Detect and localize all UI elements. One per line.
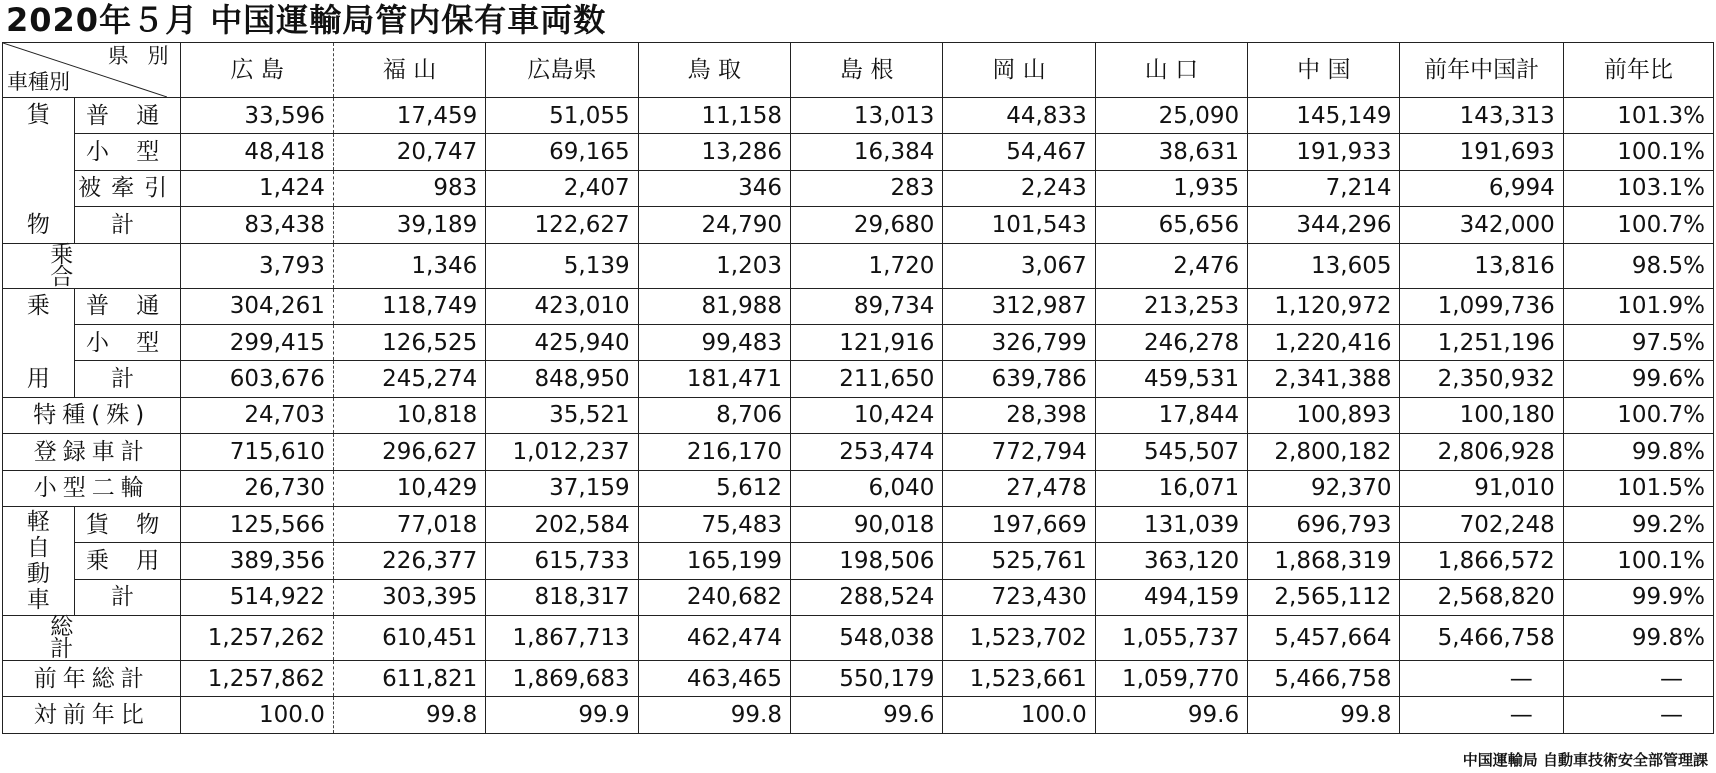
table-cell: 299,415 — [181, 324, 333, 360]
corner-top-label: 県 別 — [107, 44, 175, 68]
table-row — [3, 170, 1714, 206]
table-cell: 101.5% — [1563, 470, 1713, 506]
group-label-char: 軽 — [26, 508, 50, 535]
table-cell: 610,451 — [333, 616, 485, 661]
table-row — [3, 207, 1714, 243]
row-label: 特種(殊) — [3, 397, 181, 433]
col-header: 中 国 — [1248, 43, 1400, 98]
table-cell: 77,018 — [333, 506, 485, 542]
source-note: 中国運輸局 自動車技術安全部管理課 — [1462, 751, 1708, 769]
table-cell: 35,521 — [486, 397, 638, 433]
table-cell: 197,669 — [943, 506, 1095, 542]
table-cell: 145,149 — [1248, 98, 1400, 134]
table-cell: 48,418 — [181, 134, 333, 170]
table-row — [3, 506, 1714, 542]
table-cell: 848,950 — [486, 361, 638, 397]
table-cell: 24,703 — [181, 397, 333, 433]
table-cell: 11,158 — [638, 98, 790, 134]
table-cell: 25,090 — [1095, 98, 1247, 134]
table-cell: 165,199 — [638, 543, 790, 579]
table-cell: 211,650 — [790, 361, 942, 397]
row-label: 乗 用 — [74, 543, 181, 579]
table-cell: 550,179 — [790, 661, 942, 697]
table-cell: 1,257,262 — [181, 616, 333, 661]
table-cell: 8,706 — [638, 397, 790, 433]
table-row — [3, 98, 1714, 134]
table-cell: 6,040 — [790, 470, 942, 506]
table-cell: 69,165 — [486, 134, 638, 170]
row-label: 普 通 — [74, 98, 181, 134]
corner-bottom-label: 車種別 — [7, 70, 70, 94]
table-cell: 603,676 — [181, 361, 333, 397]
table-cell: 216,170 — [638, 434, 790, 470]
table-cell: 1,055,737 — [1095, 616, 1247, 661]
table-cell: 1,120,972 — [1248, 288, 1400, 324]
table-cell: 548,038 — [790, 616, 942, 661]
table-cell: 92,370 — [1248, 470, 1400, 506]
table-cell: 615,733 — [486, 543, 638, 579]
table-cell: 99.8% — [1563, 616, 1713, 661]
table-cell: 44,833 — [943, 98, 1095, 134]
table-cell: 100.7% — [1563, 397, 1713, 433]
table-row — [3, 324, 1714, 360]
col-header: 広 島 — [181, 43, 333, 98]
group-label-char: 自 — [26, 534, 50, 561]
group-label-char: 動 — [26, 560, 50, 587]
table-row — [3, 616, 1714, 661]
table-cell: 611,821 — [333, 661, 485, 697]
table-cell: 2,476 — [1095, 243, 1247, 288]
table-cell: 97.5% — [1563, 324, 1713, 360]
table-cell: 131,039 — [1095, 506, 1247, 542]
table-cell: 26,730 — [181, 470, 333, 506]
table-cell: 1,346 — [333, 243, 485, 288]
table-cell: 99.2% — [1563, 506, 1713, 542]
table-cell: 91,010 — [1400, 470, 1563, 506]
table-cell: 17,844 — [1095, 397, 1247, 433]
vehicle-count-table — [2, 42, 1714, 734]
table-cell: 10,424 — [790, 397, 942, 433]
table-cell: 342,000 — [1400, 207, 1563, 243]
table-cell: 90,018 — [790, 506, 942, 542]
table-cell: 99.6 — [790, 697, 942, 733]
table-cell: 1,099,736 — [1400, 288, 1563, 324]
table-cell: 65,656 — [1095, 207, 1247, 243]
table-cell: 2,565,112 — [1248, 579, 1400, 615]
row-label: 貨 物 — [74, 506, 181, 542]
table-cell: 288,524 — [790, 579, 942, 615]
col-header: 前年比 — [1563, 43, 1713, 98]
table-cell: 13,816 — [1400, 243, 1563, 288]
table-cell: 17,459 — [333, 98, 485, 134]
table-cell: 1,523,661 — [943, 661, 1095, 697]
group-label-char: 乗 — [26, 292, 50, 319]
table-cell: 1,424 — [181, 170, 333, 206]
table-cell: 99.8 — [638, 697, 790, 733]
table-cell: 1,012,237 — [486, 434, 638, 470]
table-cell: 389,356 — [181, 543, 333, 579]
table-cell: 2,568,820 — [1400, 579, 1563, 615]
table-row — [3, 243, 1714, 288]
table-cell: 100,180 — [1400, 397, 1563, 433]
table-cell: 494,159 — [1095, 579, 1247, 615]
row-label: 登録車計 — [3, 434, 181, 470]
table-cell: 639,786 — [943, 361, 1095, 397]
table-cell: 304,261 — [181, 288, 333, 324]
table-cell: 463,465 — [638, 661, 790, 697]
table-cell: 99.9 — [486, 697, 638, 733]
table-cell: 303,395 — [333, 579, 485, 615]
table-cell: 99.6 — [1095, 697, 1247, 733]
table-cell: 983 — [333, 170, 485, 206]
row-label: 乗 合 — [3, 243, 181, 288]
group-label-cargo — [3, 98, 75, 244]
table-cell: 5,612 — [638, 470, 790, 506]
table-cell: 98.5% — [1563, 243, 1713, 288]
table-cell: 1,523,702 — [943, 616, 1095, 661]
table-cell: 89,734 — [790, 288, 942, 324]
table-cell: 103.1% — [1563, 170, 1713, 206]
table-cell: 525,761 — [943, 543, 1095, 579]
table-cell: 10,818 — [333, 397, 485, 433]
table-cell: 545,507 — [1095, 434, 1247, 470]
table-cell: 462,474 — [638, 616, 790, 661]
table-cell: 13,605 — [1248, 243, 1400, 288]
table-cell: 253,474 — [790, 434, 942, 470]
table-cell: 423,010 — [486, 288, 638, 324]
table-cell: 16,384 — [790, 134, 942, 170]
table-cell: 1,203 — [638, 243, 790, 288]
table-cell: 54,467 — [943, 134, 1095, 170]
table-cell: 20,747 — [333, 134, 485, 170]
table-cell: 5,466,758 — [1248, 661, 1400, 697]
table-cell: 240,682 — [638, 579, 790, 615]
table-cell: 6,994 — [1400, 170, 1563, 206]
table-cell: 1,867,713 — [486, 616, 638, 661]
table-cell: 99.6% — [1563, 361, 1713, 397]
table-row — [3, 543, 1714, 579]
table-cell: 1,720 — [790, 243, 942, 288]
row-label: 前年総計 — [3, 661, 181, 697]
table-cell: 425,940 — [486, 324, 638, 360]
table-cell: 312,987 — [943, 288, 1095, 324]
group-label-char: 貨 — [26, 102, 50, 128]
table-cell: 202,584 — [486, 506, 638, 542]
table-cell: 75,483 — [638, 506, 790, 542]
table-cell: 213,253 — [1095, 288, 1247, 324]
table-cell: 198,506 — [790, 543, 942, 579]
col-header: 島 根 — [790, 43, 942, 98]
table-row — [3, 661, 1714, 697]
table-cell: 13,286 — [638, 134, 790, 170]
table-cell: 1,059,770 — [1095, 661, 1247, 697]
table-cell: 702,248 — [1400, 506, 1563, 542]
table-row — [3, 397, 1714, 433]
table-cell: 226,377 — [333, 543, 485, 579]
table-cell: 5,457,664 — [1248, 616, 1400, 661]
table-cell: 1,251,196 — [1400, 324, 1563, 360]
table-cell: 39,189 — [333, 207, 485, 243]
table-cell: 99,483 — [638, 324, 790, 360]
table-cell: 83,438 — [181, 207, 333, 243]
table-cell: 326,799 — [943, 324, 1095, 360]
col-header: 岡 山 — [943, 43, 1095, 98]
group-label-char: 物 — [26, 211, 50, 238]
table-cell: 5,466,758 — [1400, 616, 1563, 661]
table-cell: — — [1400, 697, 1563, 733]
table-cell: 100,893 — [1248, 397, 1400, 433]
table-cell: 100.7% — [1563, 207, 1713, 243]
row-label: 計 — [74, 207, 181, 243]
table-cell: 2,243 — [943, 170, 1095, 206]
table-cell: 24,790 — [638, 207, 790, 243]
table-cell: 1,869,683 — [486, 661, 638, 697]
table-cell: 100.0 — [181, 697, 333, 733]
table-cell: 100.1% — [1563, 543, 1713, 579]
table-cell: 2,341,388 — [1248, 361, 1400, 397]
table-cell: 723,430 — [943, 579, 1095, 615]
table-cell: 100.1% — [1563, 134, 1713, 170]
table-cell: 99.8% — [1563, 434, 1713, 470]
table-cell: 81,988 — [638, 288, 790, 324]
table-cell: 1,866,572 — [1400, 543, 1563, 579]
table-cell: 99.8 — [1248, 697, 1400, 733]
row-label: 総 計 — [3, 616, 181, 661]
table-cell: 7,214 — [1248, 170, 1400, 206]
table-cell: 191,933 — [1248, 134, 1400, 170]
table-cell: 143,313 — [1400, 98, 1563, 134]
table-cell: 33,596 — [181, 98, 333, 134]
table-cell: 344,296 — [1248, 207, 1400, 243]
table-cell: 10,429 — [333, 470, 485, 506]
table-cell: 3,793 — [181, 243, 333, 288]
table-cell: — — [1400, 661, 1563, 697]
col-header: 山 口 — [1095, 43, 1247, 98]
table-cell: 346 — [638, 170, 790, 206]
table-cell: 459,531 — [1095, 361, 1247, 397]
table-cell: 125,566 — [181, 506, 333, 542]
table-cell: 99.9% — [1563, 579, 1713, 615]
table-cell: 181,471 — [638, 361, 790, 397]
table-cell: 2,800,182 — [1248, 434, 1400, 470]
table-cell: 363,120 — [1095, 543, 1247, 579]
corner-cell — [3, 43, 181, 98]
table-cell: 296,627 — [333, 434, 485, 470]
table-cell: 38,631 — [1095, 134, 1247, 170]
table-cell: 28,398 — [943, 397, 1095, 433]
table-cell: 1,868,319 — [1248, 543, 1400, 579]
table-row — [3, 434, 1714, 470]
table-row — [3, 470, 1714, 506]
table-cell: 246,278 — [1095, 324, 1247, 360]
table-cell: 696,793 — [1248, 506, 1400, 542]
group-label-char: 用 — [26, 365, 50, 392]
row-label: 小型二輪 — [3, 470, 181, 506]
table-row — [3, 288, 1714, 324]
col-header: 前年中国計 — [1400, 43, 1563, 98]
table-cell: 101.9% — [1563, 288, 1713, 324]
table-cell: 126,525 — [333, 324, 485, 360]
row-label: 小 型 — [74, 324, 181, 360]
row-label: 普 通 — [74, 288, 181, 324]
col-header: 鳥 取 — [638, 43, 790, 98]
col-header: 広島県 — [486, 43, 638, 98]
table-cell: 27,478 — [943, 470, 1095, 506]
col-header: 福 山 — [333, 43, 485, 98]
table-cell: 3,067 — [943, 243, 1095, 288]
table-cell: 191,693 — [1400, 134, 1563, 170]
group-label-passenger — [3, 288, 75, 397]
table-cell: — — [1563, 661, 1713, 697]
table-cell: 101.3% — [1563, 98, 1713, 134]
table-cell: 2,350,932 — [1400, 361, 1563, 397]
table-cell: 51,055 — [486, 98, 638, 134]
table-cell: 1,257,862 — [181, 661, 333, 697]
table-cell: 1,935 — [1095, 170, 1247, 206]
page-title: 2020年５月 中国運輸局管内保有車両数 — [6, 1, 607, 39]
row-label: 計 — [74, 361, 181, 397]
table-cell: 122,627 — [486, 207, 638, 243]
table-cell: 1,220,416 — [1248, 324, 1400, 360]
group-label-kei — [3, 506, 75, 615]
table-cell: 514,922 — [181, 579, 333, 615]
table-cell: 100.0 — [943, 697, 1095, 733]
table-cell: 2,407 — [486, 170, 638, 206]
table-row — [3, 134, 1714, 170]
table-cell: 2,806,928 — [1400, 434, 1563, 470]
table-row — [3, 361, 1714, 397]
table-cell: 818,317 — [486, 579, 638, 615]
table-cell: 283 — [790, 170, 942, 206]
row-label: 計 — [74, 579, 181, 615]
table-cell: 121,916 — [790, 324, 942, 360]
table-cell: 118,749 — [333, 288, 485, 324]
table-cell: 5,139 — [486, 243, 638, 288]
table-cell: 99.8 — [333, 697, 485, 733]
table-cell: 101,543 — [943, 207, 1095, 243]
row-label: 小 型 — [74, 134, 181, 170]
row-label: 対前年比 — [3, 697, 181, 733]
table-cell: 772,794 — [943, 434, 1095, 470]
table-cell: 16,071 — [1095, 470, 1247, 506]
row-label: 被牽引 — [74, 170, 181, 206]
table-cell: 37,159 — [486, 470, 638, 506]
table-cell: 715,610 — [181, 434, 333, 470]
group-label-char: 車 — [26, 586, 50, 613]
header-row — [3, 43, 1714, 98]
table-cell: — — [1563, 697, 1713, 733]
table-row — [3, 697, 1714, 733]
table-cell: 13,013 — [790, 98, 942, 134]
table-row — [3, 579, 1714, 615]
table-cell: 29,680 — [790, 207, 942, 243]
table-cell: 245,274 — [333, 361, 485, 397]
